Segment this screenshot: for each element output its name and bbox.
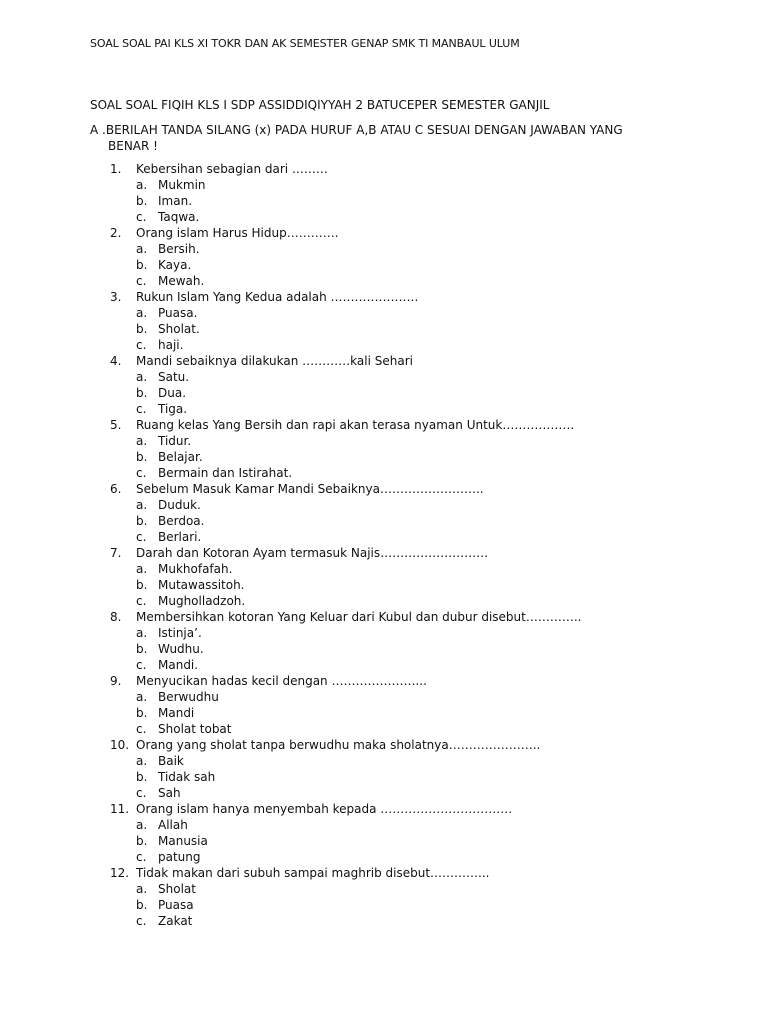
option-text: Tiga. — [158, 402, 188, 416]
answer-option — [0, 337, 768, 353]
option-text: Tidak sah — [158, 770, 216, 784]
answer-option — [0, 577, 768, 593]
answer-option — [0, 657, 768, 673]
option-letter: a. — [136, 178, 148, 192]
option-text: Taqwa. — [158, 210, 200, 224]
option-letter: a. — [136, 626, 148, 640]
option-text: Berwudhu — [158, 690, 219, 704]
option-text: Allah — [158, 818, 188, 832]
document-header: SOAL SOAL PAI KLS XI TOKR DAN AK SEMESTER GENAP SMK TI MANBAUL ULUM — [90, 37, 520, 50]
option-letter: b. — [136, 258, 148, 272]
instruction-line-2: BENAR ! — [108, 139, 158, 153]
answer-option — [0, 209, 768, 225]
option-letter: b. — [136, 770, 148, 784]
option-letter: a. — [136, 370, 148, 384]
question-text: Mandi sebaiknya dilakukan …………kali Sehari — [136, 354, 413, 368]
option-text: Bermain dan Istirahat. — [158, 466, 293, 480]
question-number: 12. — [110, 866, 130, 880]
question-item — [0, 801, 768, 817]
question-item — [0, 353, 768, 369]
option-text: Bersih. — [158, 242, 200, 256]
option-text: Zakat — [158, 914, 193, 928]
option-text: Belajar. — [158, 450, 203, 464]
question-item — [0, 737, 768, 753]
option-text: Kaya. — [158, 258, 192, 272]
option-letter: c. — [136, 594, 147, 608]
question-list — [0, 161, 768, 929]
option-letter: b. — [136, 194, 148, 208]
answer-option — [0, 401, 768, 417]
option-letter: a. — [136, 562, 148, 576]
option-text: Sholat tobat — [158, 722, 232, 736]
question-item — [0, 417, 768, 433]
answer-option — [0, 257, 768, 273]
question-text: Kebersihan sebagian dari ……… — [136, 162, 328, 176]
option-letter: b. — [136, 386, 148, 400]
answer-option — [0, 785, 768, 801]
option-letter: b. — [136, 578, 148, 592]
answer-option — [0, 593, 768, 609]
answer-option — [0, 833, 768, 849]
option-text: haji. — [158, 338, 184, 352]
question-text: Rukun Islam Yang Kedua adalah …………………. — [136, 290, 419, 304]
option-letter: a. — [136, 306, 148, 320]
option-text: Tidur. — [158, 434, 192, 448]
option-text: Satu. — [158, 370, 190, 384]
option-letter: c. — [136, 338, 147, 352]
answer-option — [0, 913, 768, 929]
option-letter: a. — [136, 690, 148, 704]
question-text: Membersihkan kotoran Yang Keluar dari Kubul dan dubur disebut………….. — [136, 610, 582, 624]
answer-option — [0, 433, 768, 449]
answer-option — [0, 817, 768, 833]
answer-option — [0, 753, 768, 769]
answer-option — [0, 369, 768, 385]
option-letter: c. — [136, 466, 147, 480]
answer-option — [0, 849, 768, 865]
question-text: Orang islam hanya menyembah kepada …………………………… — [136, 802, 513, 816]
option-letter: b. — [136, 322, 148, 336]
option-letter: a. — [136, 242, 148, 256]
option-letter: c. — [136, 658, 147, 672]
question-text: Tidak makan dari subuh sampai maghrib disebut…………... — [136, 866, 490, 880]
option-text: Sah — [158, 786, 181, 800]
option-letter: b. — [136, 450, 148, 464]
option-text: Mukmin — [158, 178, 206, 192]
answer-option — [0, 561, 768, 577]
answer-option — [0, 385, 768, 401]
option-text: Berdoa. — [158, 514, 205, 528]
question-text: Ruang kelas Yang Bersih dan rapi akan terasa nyaman Untuk……………… — [136, 418, 575, 432]
question-text: Sebelum Masuk Kamar Mandi Sebaiknya…………………….. — [136, 482, 484, 496]
answer-option — [0, 705, 768, 721]
answer-option — [0, 465, 768, 481]
answer-option — [0, 449, 768, 465]
answer-option — [0, 273, 768, 289]
question-number: 10. — [110, 738, 130, 752]
option-text: Mandi — [158, 706, 195, 720]
option-text: Dua. — [158, 386, 187, 400]
option-text: Istinja’. — [158, 626, 202, 640]
option-letter: c. — [136, 530, 147, 544]
option-letter: a. — [136, 498, 148, 512]
question-number: 9. — [110, 674, 122, 688]
option-letter: b. — [136, 898, 148, 912]
question-item — [0, 481, 768, 497]
answer-option — [0, 625, 768, 641]
answer-option — [0, 305, 768, 321]
option-letter: b. — [136, 642, 148, 656]
option-text: Puasa — [158, 898, 194, 912]
option-letter: a. — [136, 754, 148, 768]
question-number: 1. — [110, 162, 122, 176]
option-letter: c. — [136, 274, 147, 288]
question-number: 11. — [110, 802, 130, 816]
answer-option — [0, 321, 768, 337]
option-text: Sholat. — [158, 322, 200, 336]
answer-option — [0, 529, 768, 545]
option-text: Mutawassitoh. — [158, 578, 245, 592]
option-text: Baik — [158, 754, 184, 768]
option-letter: c. — [136, 722, 147, 736]
question-item — [0, 225, 768, 241]
question-number: 6. — [110, 482, 122, 496]
answer-option — [0, 513, 768, 529]
question-number: 8. — [110, 610, 122, 624]
answer-option — [0, 689, 768, 705]
option-letter: c. — [136, 914, 147, 928]
question-item — [0, 161, 768, 177]
question-text: Darah dan Kotoran Ayam termasuk Najis……………………… — [136, 546, 489, 560]
option-letter: b. — [136, 706, 148, 720]
option-text: Wudhu. — [158, 642, 204, 656]
question-number: 3. — [110, 290, 122, 304]
option-text: Manusia — [158, 834, 208, 848]
option-text: Mewah. — [158, 274, 205, 288]
question-item — [0, 673, 768, 689]
option-letter: b. — [136, 514, 148, 528]
question-number: 5. — [110, 418, 122, 432]
question-text: Menyucikan hadas kecil dengan …………………... — [136, 674, 427, 688]
option-letter: a. — [136, 818, 148, 832]
exam-title: SOAL SOAL FIQIH KLS I SDP ASSIDDIQIYYAH 2 BATUCEPER SEMESTER GANJIL — [90, 98, 550, 112]
answer-option — [0, 721, 768, 737]
option-letter: c. — [136, 786, 147, 800]
option-text: Mugholladzoh. — [158, 594, 246, 608]
option-letter: c. — [136, 850, 147, 864]
option-text: Iman. — [158, 194, 193, 208]
question-item — [0, 545, 768, 561]
option-letter: b. — [136, 834, 148, 848]
question-number: 2. — [110, 226, 122, 240]
instruction-line-1: A .BERILAH TANDA SILANG (x) PADA HURUF A,B ATAU C SESUAI DENGAN JAWABAN YANG — [90, 123, 623, 137]
option-text: patung — [158, 850, 201, 864]
option-letter: c. — [136, 402, 147, 416]
answer-option — [0, 497, 768, 513]
answer-option — [0, 193, 768, 209]
question-item — [0, 289, 768, 305]
question-text: Orang islam Harus Hidup…………. — [136, 226, 339, 240]
question-number: 4. — [110, 354, 122, 368]
option-letter: a. — [136, 882, 148, 896]
option-text: Duduk. — [158, 498, 201, 512]
option-letter: a. — [136, 434, 148, 448]
option-text: Berlari. — [158, 530, 202, 544]
question-item — [0, 865, 768, 881]
option-text: Mandi. — [158, 658, 199, 672]
answer-option — [0, 177, 768, 193]
answer-option — [0, 641, 768, 657]
answer-option — [0, 769, 768, 785]
option-text: Mukhofafah. — [158, 562, 233, 576]
answer-option — [0, 241, 768, 257]
answer-option — [0, 897, 768, 913]
question-text: Orang yang sholat tanpa berwudhu maka sholatnya………………….. — [136, 738, 541, 752]
question-item — [0, 609, 768, 625]
option-letter: c. — [136, 210, 147, 224]
option-text: Sholat — [158, 882, 196, 896]
question-number: 7. — [110, 546, 122, 560]
instruction — [90, 122, 690, 154]
answer-option — [0, 881, 768, 897]
option-text: Puasa. — [158, 306, 198, 320]
